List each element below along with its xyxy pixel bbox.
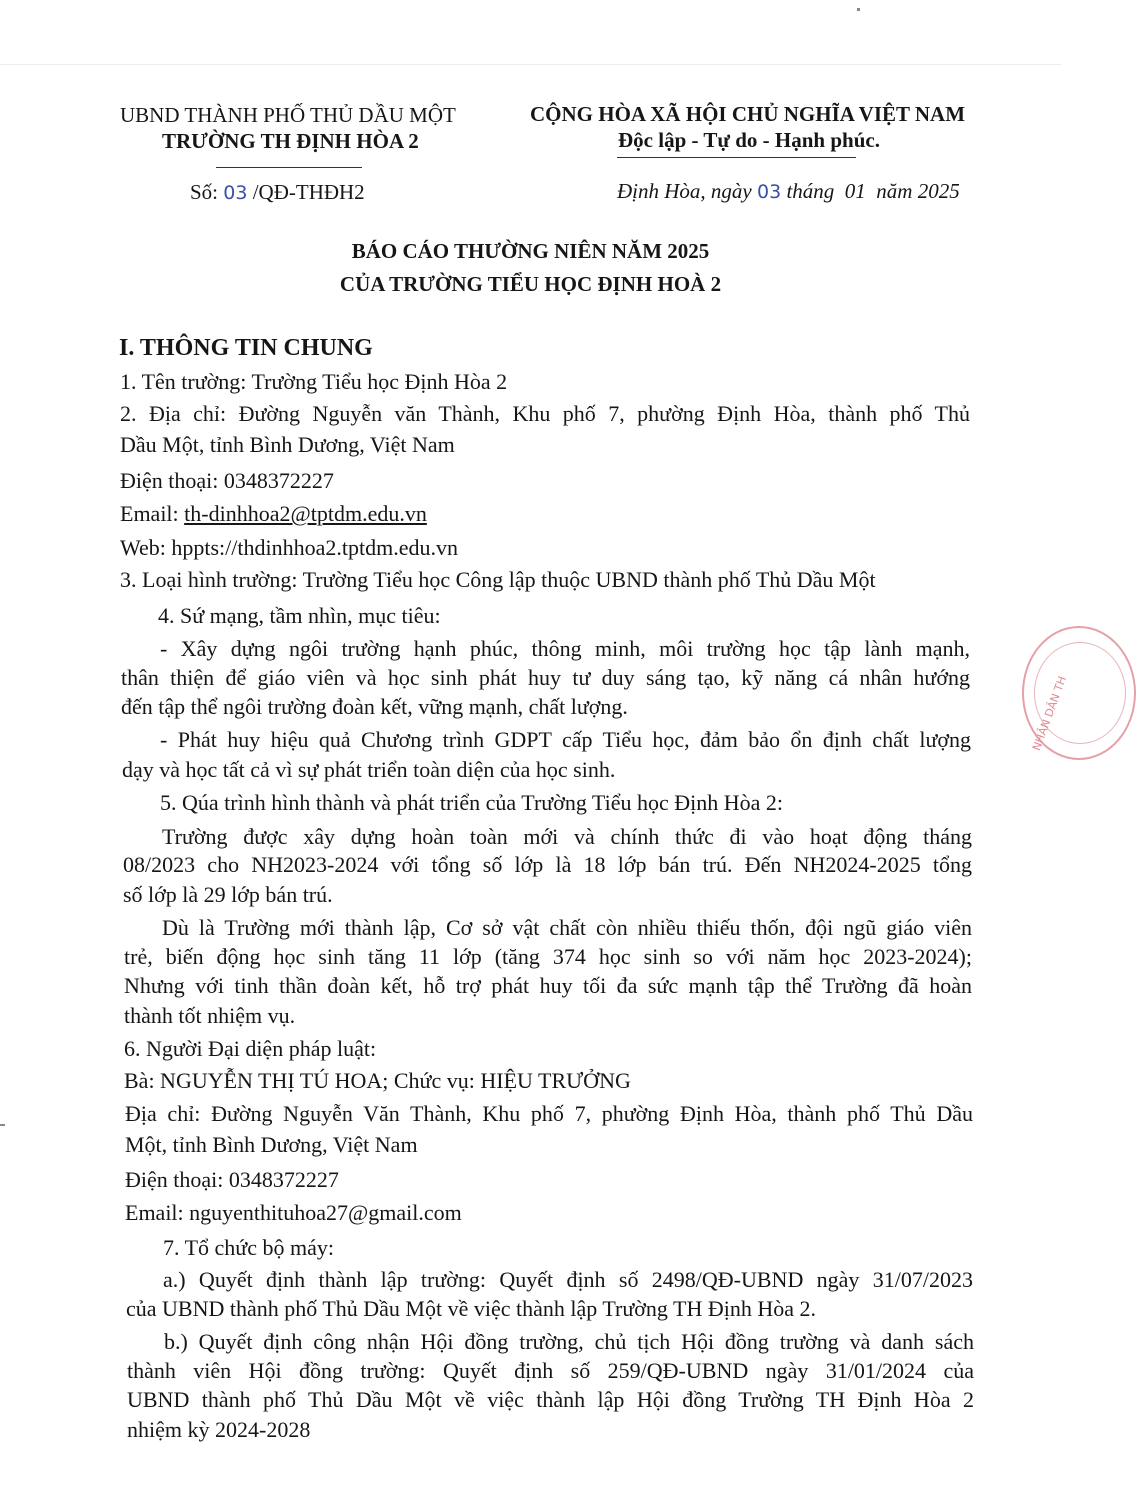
history1-line3: số lớp là 29 lớp bán trú. [123, 882, 333, 907]
history2-line2: trẻ, biến động học sinh tăng 11 lớp (tăng 374 học sinh so với năm học 2023-2024); [124, 944, 972, 969]
email-link[interactable]: th-dinhhoa2@tptdm.edu.vn [184, 501, 427, 526]
number-handwritten: 03 [223, 182, 248, 204]
date-suffix: tháng 01 năm 2025 [786, 179, 960, 203]
email-label: Email: [120, 501, 185, 526]
document-number [190, 180, 365, 205]
history1-line2: 08/2023 cho NH2023-2024 với tổng số lớp là 18 lớp bán trú. Đến NH2024-2025 tổng [123, 852, 972, 877]
representative-heading: 6. Người Đại diện pháp luật: [124, 1036, 377, 1061]
date-day-handwritten: 03 [757, 181, 782, 203]
header-right-rule [617, 157, 856, 158]
scan-line [0, 64, 1061, 65]
national-motto: Độc lập - Tự do - Hạnh phúc. [618, 128, 880, 152]
history2-line3: Nhưng với tinh thần đoàn kết, hỗ trợ phát huy tối đa sức mạnh tập thể Trường đã hoàn [124, 973, 972, 998]
school-name-header: TRƯỜNG TH ĐỊNH HÒA 2 [162, 129, 419, 153]
organization-b-line4: nhiệm kỳ 2024-2028 [127, 1417, 311, 1442]
school-web: Web: hppts://thdinhhoa2.tptdm.edu.vn [120, 535, 458, 560]
representative-address-line2: Một, tỉnh Bình Dương, Việt Nam [125, 1132, 418, 1157]
organization-b-line2: thành viên Hội đồng trường: Quyết định số 259/QĐ-UBND ngày 31/01/2024 của [127, 1358, 974, 1383]
school-email [120, 501, 427, 527]
school-type: 3. Loại hình trường: Trường Tiểu học Công lập thuộc UBND thành phố Thủ Dầu Một [120, 567, 876, 592]
organization-a-line1: a.) Quyết định thành lập trường: Quyết định số 2498/QĐ-UBND ngày 31/07/2023 [163, 1267, 973, 1292]
representative-email: Email: nguyenthituhoa27@gmail.com [125, 1200, 462, 1225]
mission1-line2: thân thiện để giáo viên và học sinh phát huy tư duy sáng tạo, kỹ năng cá nhân hướng [121, 665, 970, 690]
republic-title: CỘNG HÒA XÃ HỘI CHỦ NGHĨA VIỆT NAM [530, 102, 966, 126]
report-title-line2: CỦA TRƯỜNG TIỂU HỌC ĐỊNH HOÀ 2 [339, 272, 722, 296]
address-line2: Dầu Một, tỉnh Bình Dương, Việt Nam [120, 432, 455, 457]
organization-b-line1: b.) Quyết định công nhận Hội đồng trường, chủ tịch Hội đồng trường và danh sách [164, 1329, 974, 1354]
scan-speck [0, 1124, 5, 1126]
organization-heading: 7. Tổ chức bộ máy: [163, 1235, 334, 1260]
mission2-line1: - Phát huy hiệu quả Chương trình GDPT cấp Tiểu học, đảm bảo ổn định chất lượng [160, 727, 971, 752]
date-prefix: Định Hòa, ngày [617, 179, 752, 203]
mission1-line3: đến tập thể ngôi trường đoàn kết, vững mạnh, chất lượng. [121, 694, 628, 719]
history2-line1: Dù là Trường mới thành lập, Cơ sở vật chất còn nhiều thiếu thốn, đội ngũ giáo viên [162, 915, 972, 940]
school-phone: Điện thoại: 0348372227 [120, 468, 334, 493]
report-title-line1: BÁO CÁO THƯỜNG NIÊN NĂM 2025 [351, 239, 710, 263]
number-prefix: Số: [190, 180, 219, 204]
representative-address-line1: Địa chỉ: Đường Nguyễn Văn Thành, Khu phố 7, phường Định Hòa, thành phố Thủ Dầu [125, 1101, 973, 1126]
history1-line1: Trường được xây dựng hoàn toàn mới và chính thức đi vào hoạt động tháng [162, 824, 972, 849]
mission1-line1: - Xây dựng ngôi trường hạnh phúc, thông minh, môi trường học tập lành mạnh, [160, 636, 970, 661]
organization-b-line3: UBND thành phố Thủ Dầu Một về việc thành lập Hội đồng Trường TH Định Hòa 2 [127, 1387, 974, 1412]
section-heading: I. THÔNG TIN CHUNG [119, 335, 373, 361]
address-line1: 2. Địa chỉ: Đường Nguyễn văn Thành, Khu phố 7, phường Định Hòa, thành phố Thủ [120, 401, 970, 426]
mission-heading: 4. Sứ mạng, tầm nhìn, mục tiêu: [158, 603, 441, 628]
history-heading: 5. Qúa trình hình thành và phát triển của Trường Tiểu học Định Hòa 2: [160, 790, 784, 815]
representative-name: Bà: NGUYỄN THỊ TÚ HOA; Chức vụ: HIỆU TRƯỞNG [124, 1068, 631, 1093]
mission2-line2: dạy và học tất cả vì sự phát triển toàn diện của học sinh. [122, 757, 616, 782]
scan-speck [857, 8, 860, 11]
header-left-rule [216, 167, 362, 168]
official-seal [1022, 626, 1136, 760]
document-date [617, 179, 960, 204]
number-suffix: /QĐ-THĐH2 [252, 180, 365, 204]
organization-a-line2: của UBND thành phố Thủ Dầu Một về việc thành lập Trường TH Định Hòa 2. [126, 1296, 817, 1321]
seal-text: NHÂN DÂN TH [1030, 674, 1069, 753]
representative-phone: Điện thoại: 0348372227 [125, 1167, 339, 1192]
history2-line4: thành tốt nhiệm vụ. [124, 1003, 296, 1028]
issuing-authority: UBND THÀNH PHỐ THỦ DẦU MỘT [120, 103, 456, 127]
school-name: 1. Tên trường: Trường Tiểu học Định Hòa 2 [120, 369, 508, 394]
